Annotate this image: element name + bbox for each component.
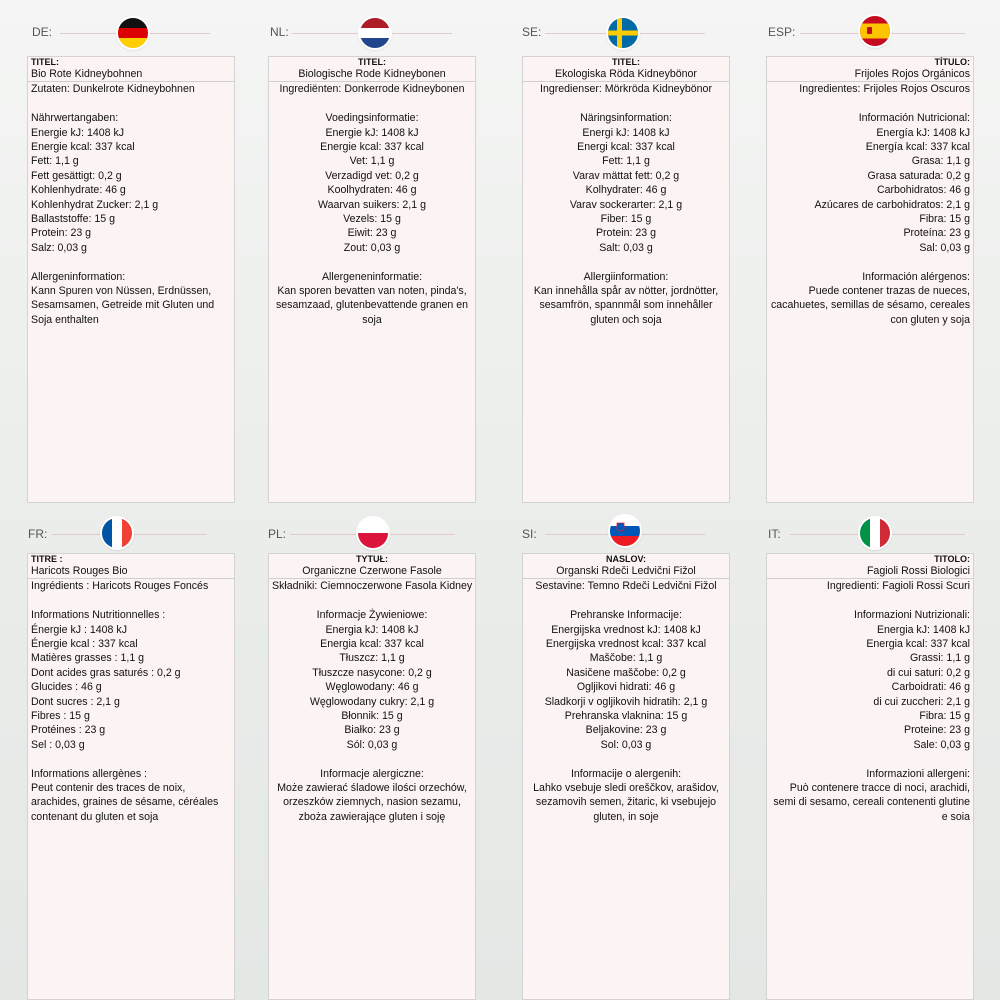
lang-code-de: DE: — [32, 25, 53, 39]
nutrition-row: Energie kcal: 337 kcal — [320, 141, 424, 154]
nutrition-heading: Informazioni Nutrizionali: — [854, 609, 970, 622]
nutrition-row: Sladkorji v ogljikovih hidratih: 2,1 g — [544, 695, 708, 708]
nutrition-row: Energia kJ: 1408 kJ — [325, 623, 419, 636]
nutrition-heading: Informacje Żywieniowe: — [316, 609, 428, 622]
nutrition-row: Glucides : 46 g — [31, 681, 102, 694]
nutrition-row: Fett gesättigt: 0,2 g — [31, 169, 122, 182]
nutrition-row: Białko: 23 g — [344, 724, 400, 737]
nutrition-row: Energie kJ: 1408 kJ — [325, 126, 419, 139]
nutrition-heading: Nährwertangaben: — [31, 112, 119, 125]
allergen-heading: Información alérgenos: — [862, 270, 970, 283]
nutrition-row: Salt: 0,03 g — [599, 241, 653, 254]
allergen-heading: Allergeneninformatie: — [321, 270, 423, 283]
nutrition-row: di cui zuccheri: 2,1 g — [873, 695, 970, 708]
ingredients: Ingredienti: Fagioli Rossi Scuri — [826, 580, 970, 593]
lang-code-fr: FR: — [28, 527, 48, 541]
nutrition-heading: Informations Nutritionnelles : — [31, 609, 166, 622]
nutrition-heading: Prehranske Informacije: — [570, 609, 682, 622]
nutrition-row: Energi kcal: 337 kcal — [577, 141, 675, 154]
product-title: Ekologiska Röda Kidneybönor — [555, 68, 697, 80]
nutrition-row: Azúcares de carbohidratos: 2,1 g — [814, 198, 970, 211]
allergen-text: Kan sporen bevatten van noten, pinda's, sesamzaad, glutenbevattende granen en soja — [275, 285, 468, 326]
nutrition-row: Fiber: 15 g — [600, 213, 652, 226]
nutrition-row: Energia kcal: 337 kcal — [320, 638, 424, 651]
flag-de-icon — [118, 18, 148, 48]
panel-fr — [27, 553, 235, 1000]
nutrition-row: Kolhydrater: 46 g — [585, 184, 667, 197]
nutrition-row: Fibres : 15 g — [31, 710, 90, 723]
allergen-text: Kan innehålla spår av nötter, jordnötter, sesamfrön, spannmål som innehåller gluten och soja — [533, 285, 719, 326]
nutrition-row: Zout: 0,03 g — [343, 241, 401, 254]
panel-nl — [268, 56, 476, 503]
nutrition-row: Dont acides gras saturés : 0,2 g — [31, 666, 181, 679]
nutrition-row: Carbohidratos: 46 g — [876, 184, 970, 197]
product-title: Haricots Rouges Bio — [31, 565, 128, 577]
nutrition-row: Proteína: 23 g — [903, 227, 970, 240]
allergen-text: Può contenere tracce di noci, arachidi, semi di sesamo, cereali contenenti glutine e soia — [773, 782, 970, 823]
nutrition-row: Fett: 1,1 g — [602, 155, 650, 168]
nutrition-row: Węglowodany cukry: 2,1 g — [309, 695, 435, 708]
product-title: Bio Rote Kidneybohnen — [31, 68, 143, 80]
nutrition-row: Salz: 0,03 g — [31, 241, 87, 254]
product-title: Organski Rdeči Ledvični Fižol — [556, 565, 696, 577]
nutrition-row: Sel : 0,03 g — [31, 738, 85, 751]
product-title: Organiczne Czerwone Fasole — [302, 565, 442, 577]
nutrition-row: Węglowodany: 46 g — [325, 681, 419, 694]
nutrition-row: Sale: 0,03 g — [913, 738, 970, 751]
nutrition-row: Protein: 23 g — [595, 227, 657, 240]
nutrition-row: Błonnik: 15 g — [341, 710, 403, 723]
allergen-heading: Informacje alergiczne: — [320, 767, 424, 780]
nutrition-row: Fibra: 15 g — [919, 213, 970, 226]
panel-it — [766, 553, 974, 1000]
nutrition-row: Energia kcal: 337 kcal — [866, 638, 970, 651]
nutrition-row: Vezels: 15 g — [343, 213, 401, 226]
nutrition-row: Sal: 0,03 g — [919, 241, 970, 254]
panel-heading: TÍTULO: — [934, 57, 970, 67]
allergen-heading: Informazioni allergeni: — [866, 767, 970, 780]
nutrition-heading: Näringsinformation: — [580, 112, 672, 125]
nutrition-row: Energie kcal: 337 kcal — [31, 141, 135, 154]
panel-heading: TITEL: — [358, 57, 386, 67]
allergen-heading: Allergeninformation: — [31, 270, 126, 283]
ingredients: Ingrédients : Haricots Rouges Foncés — [31, 580, 209, 593]
nutrition-row: Tłuszcze nasycone: 0,2 g — [312, 666, 432, 679]
flag-es-icon — [860, 16, 890, 46]
panel-heading: TITOLO: — [934, 554, 970, 564]
allergen-heading: Informations allergènes : — [31, 767, 148, 780]
nutrition-row: Maščobe: 1,1 g — [589, 652, 663, 665]
panel-heading: NASLOV: — [605, 554, 646, 564]
product-title: Frijoles Rojos Orgánicos — [854, 68, 970, 80]
lang-code-se: SE: — [522, 25, 542, 39]
nutrition-row: Energijska vrednost kcal: 337 kcal — [545, 638, 707, 651]
nutrition-row: Kohlenhydrat Zucker: 2,1 g — [31, 198, 159, 211]
lang-code-es: ESP: — [768, 25, 796, 39]
nutrition-row: Sól: 0,03 g — [346, 738, 398, 751]
nutrition-row: Prehranska vlaknina: 15 g — [564, 710, 688, 723]
nutrition-row: Koolhydraten: 46 g — [327, 184, 417, 197]
flag-fr-icon — [102, 518, 132, 548]
allergen-heading: Allergiinformation: — [583, 270, 669, 283]
lang-code-nl: NL: — [270, 25, 289, 39]
lang-code-si: SI: — [522, 527, 537, 541]
nutrition-row: Énergie kJ : 1408 kJ — [31, 623, 127, 636]
ingredients: Zutaten: Dunkelrote Kidneybohnen — [31, 83, 195, 96]
nutrition-row: Energi kJ: 1408 kJ — [582, 126, 670, 139]
allergen-text: Peut contenir des traces de noix, arachides, graines de sésame, céréales contenant du gluten et soja — [31, 782, 219, 823]
nutrition-row: Protéines : 23 g — [31, 724, 106, 737]
nutrition-row: Nasičene maščobe: 0,2 g — [566, 666, 686, 679]
flag-se-icon — [608, 18, 638, 48]
nutrition-row: Vet: 1,1 g — [349, 155, 395, 168]
nutrition-row: Energia kJ: 1408 kJ — [876, 623, 970, 636]
nutrition-row: Carboidrati: 46 g — [891, 681, 970, 694]
nutrition-row: Energía kJ: 1408 kJ — [876, 126, 970, 139]
flag-si-icon — [610, 516, 640, 546]
nutrition-row: Grassi: 1,1 g — [909, 652, 970, 665]
nutrition-row: Kohlenhydrate: 46 g — [31, 184, 126, 197]
nutrition-row: Energía kcal: 337 kcal — [865, 141, 970, 154]
ingredients: Sestavine: Temno Rdeči Ledvični Fižol — [535, 580, 717, 593]
ingredients: Składniki: Ciemnoczerwone Fasola Kidney — [272, 580, 473, 593]
nutrition-row: Ogljikovi hidrati: 46 g — [576, 681, 676, 694]
nutrition-heading: Voedingsinformatie: — [325, 112, 419, 125]
allergen-text: Puede contener trazas de nueces, cacahuetes, semillas de sésamo, cereales con gluten y soja — [770, 285, 970, 326]
flag-it-icon — [860, 518, 890, 548]
ingredients: Ingredientes: Frijoles Rojos Oscuros — [799, 83, 970, 96]
nutrition-row: Dont sucres : 2,1 g — [31, 695, 120, 708]
panel-se — [522, 56, 730, 503]
ingredients: Ingredienser: Mörkröda Kidneybönor — [540, 83, 712, 96]
panel-heading: TYTUŁ: — [356, 554, 388, 564]
nutrition-row: Grasa: 1,1 g — [911, 155, 970, 168]
panel-heading: TITEL: — [31, 57, 59, 67]
panel-heading: TITRE : — [31, 554, 63, 564]
nutrition-row: Energie kJ: 1408 kJ — [31, 126, 125, 139]
ingredients: Ingrediënten: Donkerrode Kidneybonen — [279, 83, 465, 96]
nutrition-heading: Información Nutricional: — [858, 112, 970, 125]
nutrition-row: Proteine: 23 g — [904, 724, 970, 737]
nutrition-row: Varav sockerarter: 2,1 g — [569, 198, 683, 211]
nutrition-row: di cui saturi: 0,2 g — [886, 666, 970, 679]
allergen-text: Może zawierać śladowe ilości orzechów, orzeszków ziemnych, nasion sezamu, zboża zawierające gluten i soję — [277, 782, 467, 823]
nutrition-row: Waarvan suikers: 2,1 g — [318, 198, 426, 211]
nutrition-row: Matières grasses : 1,1 g — [31, 652, 145, 665]
nutrition-row: Protein: 23 g — [31, 227, 92, 240]
nutrition-row: Varav mättat fett: 0,2 g — [572, 169, 680, 182]
lang-code-pl: PL: — [268, 527, 287, 541]
allergen-text: Lahko vsebuje sledi oreščkov, arašidov, sezamovih semen, žitaric, ki vsebujejo gluten, in soje — [533, 782, 719, 823]
panel-pl — [268, 553, 476, 1000]
nutrition-row: Energijska vrednost kJ: 1408 kJ — [551, 623, 701, 636]
nutrition-row: Grasa saturada: 0,2 g — [867, 169, 970, 182]
panel-si — [522, 553, 730, 1000]
product-title: Biologische Rode Kidneybonen — [298, 68, 446, 80]
allergen-text: Kann Spuren von Nüssen, Erdnüssen, Sesamsamen, Getreide mit Gluten und Soja enthalten — [31, 285, 215, 326]
nutrition-row: Ballaststoffe: 15 g — [31, 213, 116, 226]
product-title: Fagioli Rossi Biologici — [866, 565, 970, 577]
nutrition-row: Fibra: 15 g — [919, 710, 970, 723]
nutrition-row: Sol: 0,03 g — [600, 738, 652, 751]
nutrition-row: Tłuszcz: 1,1 g — [339, 652, 405, 665]
flag-nl-icon — [360, 18, 390, 48]
lang-code-it: IT: — [768, 527, 781, 541]
allergen-heading: Informacije o alergenih: — [570, 767, 682, 780]
nutrition-row: Énergie kcal : 337 kcal — [31, 638, 138, 651]
flag-pl-icon — [358, 518, 388, 548]
panel-heading: TITEL: — [612, 57, 640, 67]
panel-es — [766, 56, 974, 503]
nutrition-row: Verzadigd vet: 0,2 g — [325, 169, 419, 182]
nutrition-row: Fett: 1,1 g — [31, 155, 79, 168]
panel-de — [27, 56, 235, 503]
nutrition-row: Eiwit: 23 g — [347, 227, 397, 240]
nutrition-row: Beljakovine: 23 g — [585, 724, 667, 737]
